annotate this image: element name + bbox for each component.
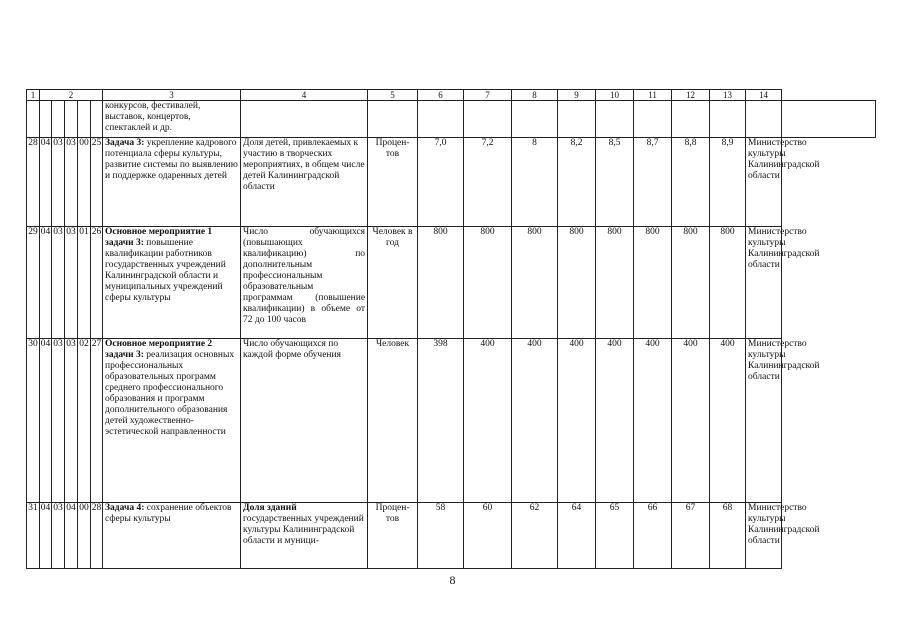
value-cell: 66 <box>634 503 672 569</box>
measure-title-bold: Задача 3: <box>105 138 145 148</box>
indicator-cell: Доля детей, привлекаемых к участию в творческих мероприятиях, в общем числе детей Калининградской области <box>241 138 368 227</box>
value-cell: 67 <box>672 503 710 569</box>
measure-title-text: сохранение объектов сферы культуры <box>105 503 232 524</box>
unit-cell: Процен-тов <box>368 138 418 227</box>
value-cell: 800 <box>596 227 634 339</box>
code-cell: 27 <box>91 339 103 503</box>
header-cell-12: 12 <box>672 90 710 101</box>
measure-cell <box>103 339 241 503</box>
unit-cell: Процен-тов <box>368 503 418 569</box>
header-cell-13: 13 <box>710 90 746 101</box>
measure-title-text: укрепление кадрового потенциала сферы культуры, развитие системы по выявлению и поддержке одаренных детей <box>105 138 238 181</box>
value-cell: 400 <box>558 339 596 503</box>
row-number: 28 <box>27 138 40 227</box>
row-number: 29 <box>27 227 40 339</box>
measure-title-text: повышение квалификации работников государственных учреждений Калининградской области и муниципальных учреждений сферы культуры <box>105 238 226 303</box>
header-cell-3: 3 <box>103 90 241 101</box>
responsible-cell: Министерство культуры Калининградской области <box>746 503 782 569</box>
indicator-cell: Число обучающихся (повышающих квалификацию) по дополнительным профессиональным образовательным программам (повышение квалификации) в объеме от 72 до 100 часов <box>241 227 368 339</box>
code-cell: 00 <box>78 138 91 227</box>
value-cell: 64 <box>558 503 596 569</box>
measure-cell <box>103 138 241 227</box>
value-cell: 400 <box>634 339 672 503</box>
value-cell: 800 <box>710 227 746 339</box>
responsible-cell: Министерство культуры Калининградской области <box>746 339 782 503</box>
measure-title-bold: Основное мероприятие 2 задачи 3: <box>105 339 213 360</box>
value-cell: 800 <box>558 227 596 339</box>
code-cell: 03 <box>52 138 65 227</box>
value-cell: 8,7 <box>634 138 672 227</box>
code-cell: 03 <box>52 339 65 503</box>
header-row <box>27 90 876 101</box>
value-cell: 8,8 <box>672 138 710 227</box>
row-number: 30 <box>27 339 40 503</box>
code-cell: 03 <box>65 227 78 339</box>
value-cell: 400 <box>464 339 512 503</box>
table-row <box>27 227 876 339</box>
measure-cell <box>103 503 241 569</box>
measure-title-bold: Задача 4: <box>105 503 145 513</box>
code-cell: 25 <box>91 138 103 227</box>
value-cell: 8,2 <box>558 138 596 227</box>
code-cell: 04 <box>40 503 52 569</box>
indicator-text: государственных учреждений культуры Калининградской области и муници- <box>243 514 364 546</box>
table-row <box>27 503 876 569</box>
indicator-cell: Число обучающихся по каждой форме обучения <box>241 339 368 503</box>
value-cell: 58 <box>418 503 464 569</box>
measure-title-text: реализация основных профессиональных образовательных программ среднего профессионального образования и программ дополнительного образования детей художественно-эстетической направленности <box>105 350 235 437</box>
value-cell: 400 <box>512 339 558 503</box>
code-cell: 01 <box>78 227 91 339</box>
value-cell: 800 <box>418 227 464 339</box>
header-cell-1: 1 <box>27 90 40 101</box>
value-cell: 400 <box>710 339 746 503</box>
value-cell: 8,9 <box>710 138 746 227</box>
code-cell: 04 <box>65 503 78 569</box>
value-cell: 800 <box>634 227 672 339</box>
value-cell: 400 <box>672 339 710 503</box>
unit-cell: Человек в год <box>368 227 418 339</box>
unit-cell: Человек <box>368 339 418 503</box>
responsible-cell: Министерство культуры Калининградской области <box>746 227 782 339</box>
row-number: 31 <box>27 503 40 569</box>
responsible-cell: Министерство культуры Калининградской области <box>746 138 782 227</box>
indicators-table <box>26 89 876 569</box>
header-cell-4: 4 <box>241 90 368 101</box>
page-number: 8 <box>449 573 456 587</box>
value-cell: 68 <box>710 503 746 569</box>
value-cell: 800 <box>512 227 558 339</box>
header-cell-2: 2 <box>40 90 103 101</box>
value-cell: 400 <box>596 339 634 503</box>
code-cell: 28 <box>91 503 103 569</box>
value-cell: 7,2 <box>464 138 512 227</box>
table-row <box>27 339 876 503</box>
code-cell: 02 <box>78 339 91 503</box>
table-row-continuation <box>27 101 876 138</box>
value-cell: 8,5 <box>596 138 634 227</box>
header-cell-10: 10 <box>596 90 634 101</box>
code-cell: 04 <box>40 339 52 503</box>
cell-measure-continuation: конкурсов, фестивалей, выставок, концертов, спектаклей и др. <box>103 101 241 138</box>
header-cell-8: 8 <box>512 90 558 101</box>
value-cell: 8 <box>512 138 558 227</box>
value-cell: 60 <box>464 503 512 569</box>
table-row <box>27 138 876 227</box>
code-cell: 26 <box>91 227 103 339</box>
code-cell: 03 <box>65 339 78 503</box>
header-cell-7: 7 <box>464 90 512 101</box>
header-cell-5: 5 <box>368 90 418 101</box>
measure-title-bold: Основное мероприятие 1 задачи 3: <box>105 227 213 248</box>
value-cell: 800 <box>672 227 710 339</box>
value-cell: 65 <box>596 503 634 569</box>
value-cell: 398 <box>418 339 464 503</box>
indicator-title-bold: Доля зданий <box>243 503 297 513</box>
code-cell: 03 <box>65 138 78 227</box>
value-cell: 7,0 <box>418 138 464 227</box>
code-cell: 04 <box>40 227 52 339</box>
value-cell: 62 <box>512 503 558 569</box>
header-cell-9: 9 <box>558 90 596 101</box>
value-cell: 800 <box>464 227 512 339</box>
code-cell: 00 <box>78 503 91 569</box>
measure-cell <box>103 227 241 339</box>
indicator-cell <box>241 503 368 569</box>
header-cell-11: 11 <box>634 90 672 101</box>
code-cell: 03 <box>52 227 65 339</box>
header-cell-6: 6 <box>418 90 464 101</box>
code-cell: 04 <box>40 138 52 227</box>
code-cell: 03 <box>52 503 65 569</box>
header-cell-14: 14 <box>746 90 782 101</box>
